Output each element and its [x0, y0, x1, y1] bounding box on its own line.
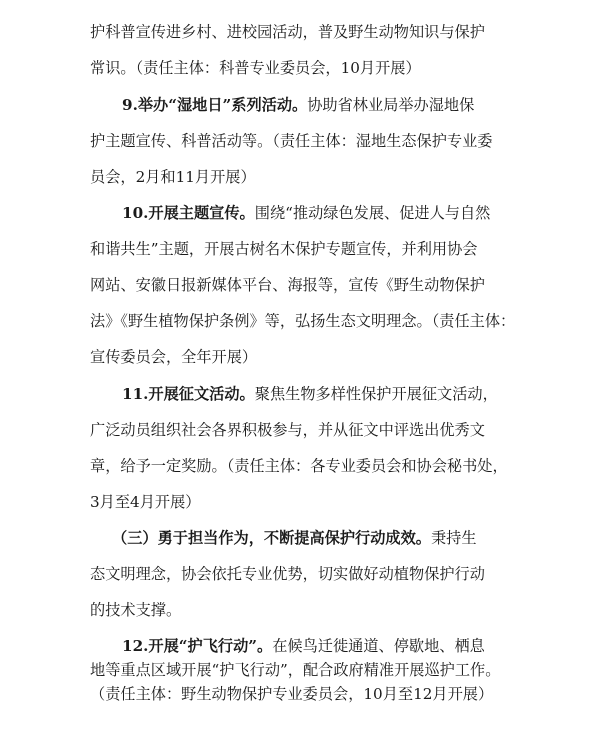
text-line: 员会，2月和11月开展） — [90, 168, 256, 186]
text-line: 态文明理念，协会依托专业优势，切实做好动植物保护行动 — [90, 565, 485, 583]
section-3-line: （三）勇于担当作为，不断提高保护行动成效。秉持生 — [112, 529, 477, 547]
text-line: 护主题宣传、科普活动等。（责任主体：湿地生态保护专业委 — [90, 132, 493, 150]
item-9-line: 9.举办“湿地日”系列活动。协助省林业局举办湿地保 — [122, 96, 475, 114]
item-10-line: 10.开展主题宣传。围绕“推动绿色发展、促进人与自然 — [122, 204, 491, 222]
item-12-line: 12.开展“护飞行动”。在候鸟迁徙通道、停歇地、栖息 — [122, 637, 485, 655]
text-line: 护科普宣传进乡村、进校园活动，普及野生动物知识与保护 — [90, 23, 485, 41]
text-line: 和谐共生”主题，开展古树名木保护专题宣传，并利用协会 — [90, 240, 478, 258]
item-9-heading: 9.举办“湿地日”系列活动。 — [122, 96, 308, 114]
text-line: 宣传委员会，全年开展） — [90, 348, 258, 366]
text-line: （责任主体：野生动物保护专业委员会，10月至12月开展） — [90, 685, 494, 703]
text-line: 网站、安徽日报新媒体平台、海报等，宣传《野生动物保护 — [90, 276, 485, 294]
item-11-line: 11.开展征文活动。聚焦生物多样性保护开展征文活动， — [122, 385, 498, 403]
section-3-heading: （三）勇于担当作为，不断提高保护行动成效。 — [112, 529, 431, 547]
item-12-heading: 12.开展“护飞行动”。 — [122, 637, 273, 655]
item-11-heading: 11.开展征文活动。 — [122, 385, 255, 403]
text-line: 常识。（责任主体：科普专业委员会，10月开展） — [90, 59, 421, 77]
item-10-heading: 10.开展主题宣传。 — [122, 204, 255, 222]
text-line: 章，给予一定奖励。（责任主体：各专业委员会和协会秘书处， — [90, 457, 508, 475]
text-line: 的技术支撑。 — [90, 601, 182, 619]
text-line: 广泛动员组织社会各界积极参与，并从征文中评选出优秀文 — [90, 421, 485, 439]
text-line: 法》《野生植物保护条例》等，弘扬生态文明理念。（责任主体： — [90, 312, 516, 330]
text-line: 地等重点区域开展“护飞行动”，配合政府精准开展巡护工作。 — [90, 661, 501, 679]
text-line: 3月至4月开展） — [90, 493, 201, 511]
